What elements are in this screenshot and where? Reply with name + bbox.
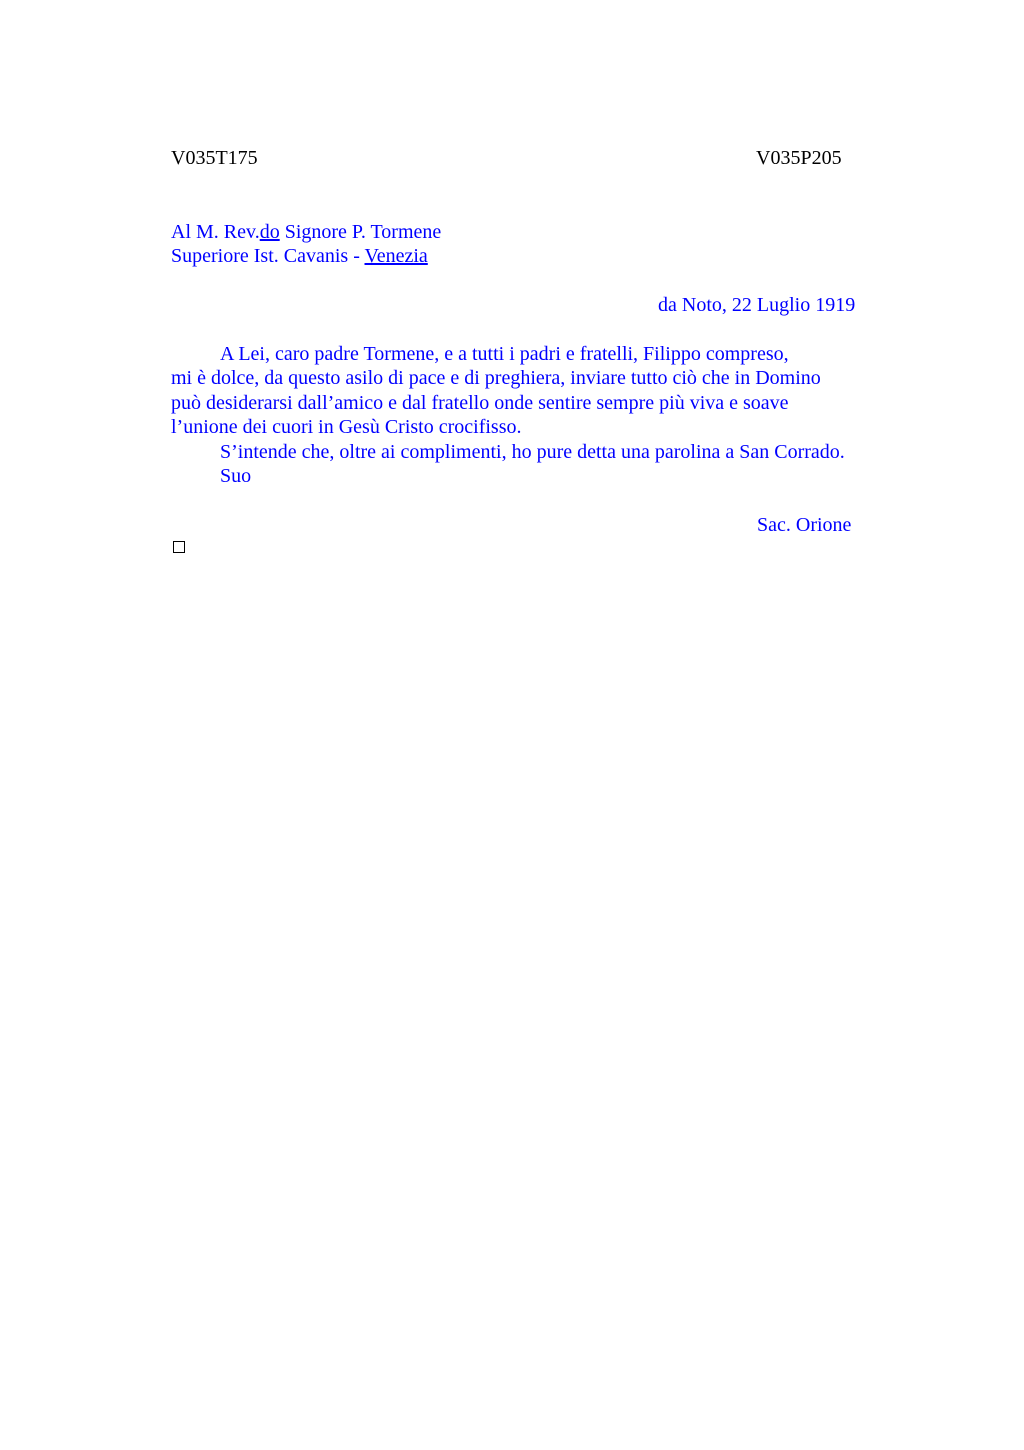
signature: Sac. Orione (757, 514, 852, 536)
end-marker-box (173, 541, 185, 553)
address-line-2 (171, 244, 428, 268)
address-city: Venezia (364, 245, 428, 267)
address-institution: Superiore Ist. Cavanis - (171, 245, 365, 267)
document-code-left: V035T175 (171, 147, 258, 169)
body-paragraph-1-line-4: l’unione dei cuori in Gesù Cristo crocifisso. (171, 416, 522, 438)
body-paragraph-1-line-2: mi è dolce, da questo asilo di pace e di preghiera, inviare tutto ciò che in Domino (171, 367, 821, 389)
closing-word: Suo (220, 465, 252, 487)
body-paragraph-1-line-3: può desiderarsi dall’amico e dal fratello onde sentire sempre più viva e soave (171, 392, 789, 414)
address-recipient: Signore P. Tormene (279, 221, 442, 243)
body-paragraph-2: S’intende che, oltre ai complimenti, ho pure detta una parolina a San Corrado. (220, 441, 845, 463)
document-code-right: V035P205 (756, 147, 842, 169)
address-title-abbrev: do (259, 221, 280, 243)
date-line: da Noto, 22 Luglio 1919 (658, 294, 856, 316)
body-paragraph-1-line-1: A Lei, caro padre Tormene, e a tutti i padri e fratelli, Filippo compreso, (220, 343, 789, 365)
address-prefix: Al M. Rev. (171, 221, 260, 243)
address-line-1 (171, 220, 441, 244)
